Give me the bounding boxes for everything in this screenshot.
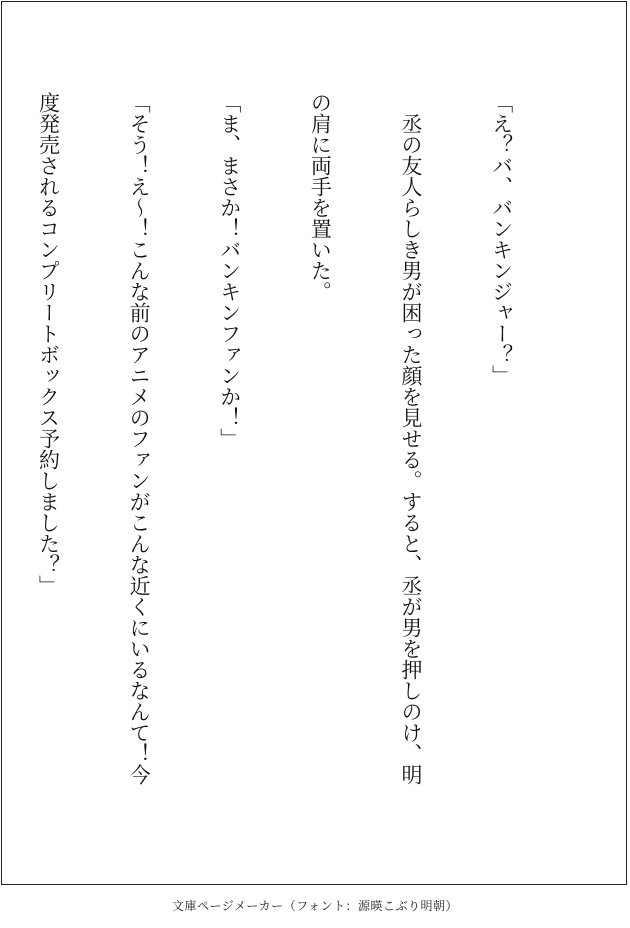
footer-credit: 文庫ページメーカー（フォント：源暎こぶり明朝） xyxy=(171,899,459,913)
text-line-1: 「え？バ、バンキンジャー？」 xyxy=(489,92,514,386)
text-line-5: 「そう！え〜！こんな前のアニメのファンがこんな近くにいるなんて！今 xyxy=(127,92,152,785)
vertical-text-body xyxy=(36,92,577,852)
text-line-3: の肩に両手を置いた。 xyxy=(308,92,333,302)
text-line-4: 「ま、まさか！バンキンファンか！」 xyxy=(217,92,242,449)
text-line-2: 丞の友人らしき男が困った顔を見せる。すると、丞が男を押しのけ、明 xyxy=(398,92,423,785)
text-line-6: 度発売されるコンプリートボックス予約しました？」 xyxy=(36,92,61,596)
manuscript-page xyxy=(1,1,627,885)
